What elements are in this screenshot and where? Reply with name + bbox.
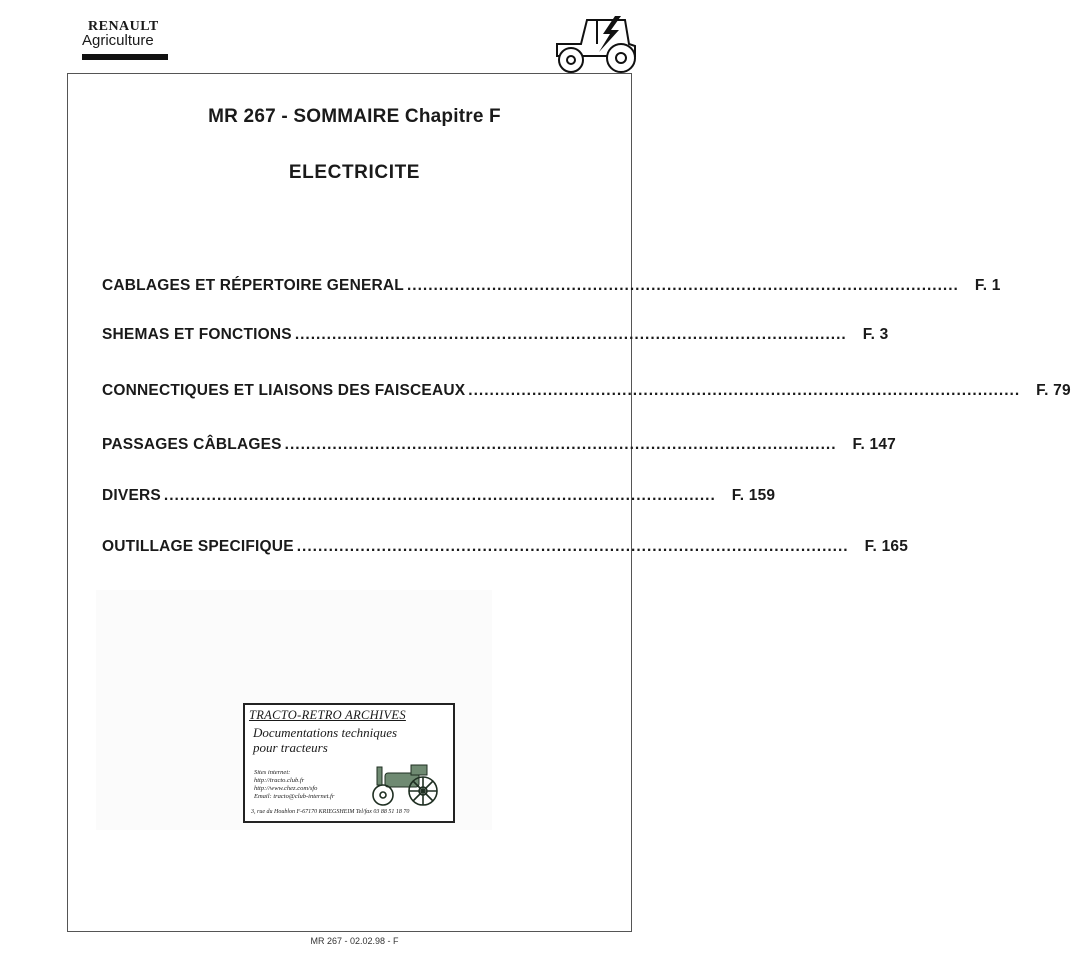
toc-leader: ........................................................................................................ [296,538,849,555]
toc-label: SHEMAS ET FONCTIONS [102,326,292,343]
chapter-subtitle: ELECTRICITE [288,162,421,183]
toc-entry [102,382,1071,400]
toc-leader: ........................................................................................................ [163,487,716,504]
stamp-tagline-line1: Documentations techniques [253,725,398,740]
toc-entry [102,436,896,454]
document-title: MR 267 - SOMMAIRE Chapitre F [208,106,501,127]
toc-page-ref: F. 3 [862,326,889,343]
toc-page-ref: F. 79 [1036,382,1071,399]
toc-label: CONNECTIQUES ET LIAISONS DES FAISCEAUX [102,382,466,399]
stamp-site-1: http://tracto.club.fr [254,777,305,784]
toc-page-ref: F. 159 [731,487,776,504]
toc-page-ref: F. 165 [864,538,909,555]
toc-entry [102,277,1001,295]
toc-label: PASSAGES CÂBLAGES [102,436,282,453]
footer-reference: MR 267 - 02.02.98 - F [310,936,399,946]
toc-label: CABLAGES ET RÉPERTOIRE GENERAL [102,277,404,294]
toc-entry [102,487,776,505]
stamp-site-2: http://www.chez.com/sfo [254,785,318,792]
stamp-title: TRACTO-RETRO ARCHIVES [249,708,406,722]
toc-entry [102,538,909,556]
stamp-info-label: Sites internet: [254,769,291,776]
toc-page-ref: F. 1 [974,277,1001,294]
stamp-tagline [253,725,449,755]
toc-leader: ........................................................................................................ [284,436,837,453]
archive-stamp [243,703,455,823]
stamp-contact [254,769,364,801]
toc-page-ref: F. 147 [852,436,896,453]
toc-leader: ........................................................................................................ [294,326,847,343]
stamp-email: Email: tracto@club-internet.fr [254,793,335,800]
tractor-electricity-icon [553,14,639,76]
logo-underline [82,54,168,60]
traction-engine-icon [363,763,445,807]
toc-label: DIVERS [102,487,161,504]
stamp-tagline-line2: pour tracteurs [253,740,328,755]
toc-label: OUTILLAGE SPECIFIQUE [102,538,294,555]
logo-brand: RENAULT [88,19,159,34]
toc-leader: ........................................................................................................ [406,277,959,294]
toc-leader: ........................................................................................................ [468,382,1021,399]
stamp-address: 3, rue du Houblon F-67170 KRIEGSHEIM Tel/fax 03 88 51 18 70 [251,809,410,815]
toc-entry [102,326,889,344]
logo-division: Agriculture [82,32,154,49]
renault-agriculture-logo [82,20,174,60]
